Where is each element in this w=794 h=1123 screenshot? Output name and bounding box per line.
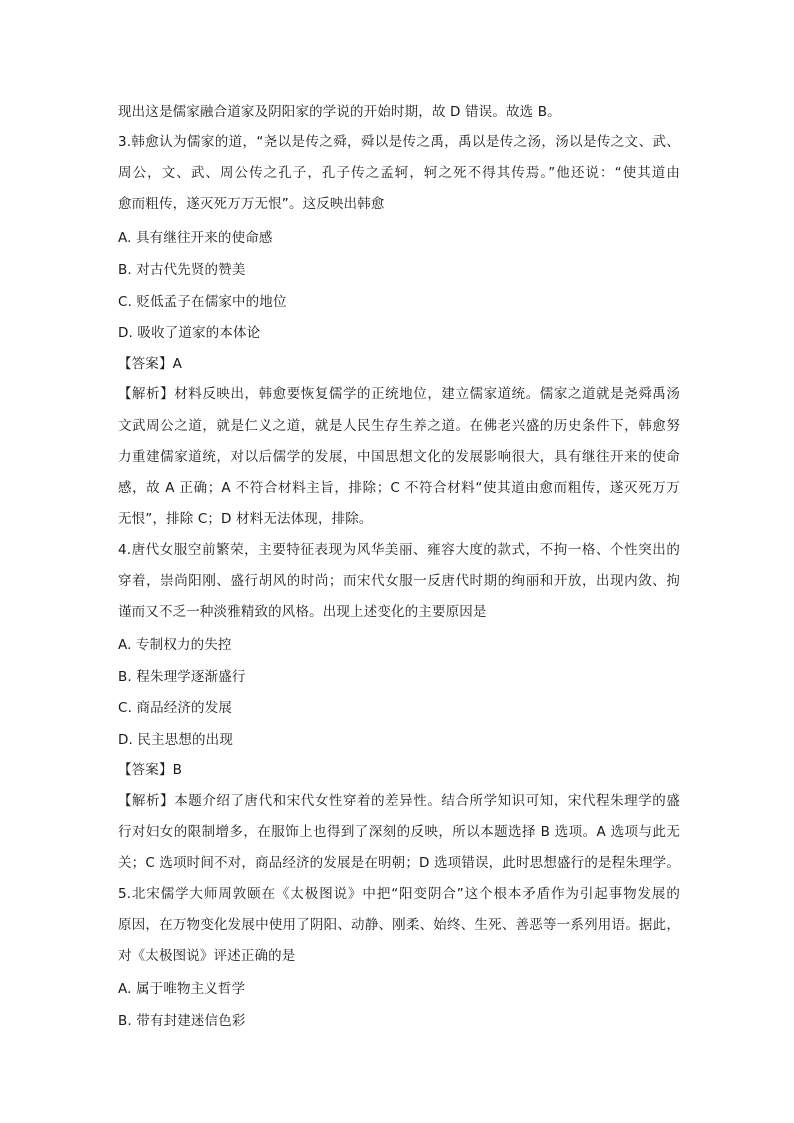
answer: 【答案】B xyxy=(118,762,183,778)
analysis: 【解析】材料反映出，韩愈要恢复儒学的正统地位，建立儒家道统。儒家之道就是尧舜禹汤 xyxy=(118,386,680,402)
option-c: C. 商品经济的发展 xyxy=(118,700,233,716)
analysis: 文武周公之道，就是仁义之道，就是人民生存生养之道。在佛老兴盛的历史条件下，韩愈努 xyxy=(118,418,680,434)
option-a: A. 专制权力的失控 xyxy=(118,637,232,653)
answer: 【答案】A xyxy=(118,356,182,372)
question-3-stem: 愈而粗传，遂灭死万万无恨”。这反映出韩愈 xyxy=(118,196,385,212)
question-4-stem: 谨而又不乏一种淡雅精致的风格。出现上述变化的主要原因是 xyxy=(118,604,487,620)
analysis: 感，故 A 正确；A 不符合材料主旨，排除；C 不符合材料“使其道由愈而粗传，遂灭死万万 xyxy=(118,480,680,496)
question-5-stem: 对《太极图说》评述正确的是 xyxy=(118,948,296,964)
option-d: D. 吸收了道家的本体论 xyxy=(118,325,261,341)
analysis: 力重建儒家道统，对以后儒学的发展，中国思想文化的发展影响很大，具有继往开来的使命 xyxy=(118,449,680,465)
question-4-stem: 穿着，崇尚阳刚、盛行胡风的时尚；而宋代女服一反唐代时期的绚丽和开放，出现内敛、拘 xyxy=(118,573,680,589)
option-c: C. 贬低孟子在儒家中的地位 xyxy=(118,294,287,310)
option-d: D. 民主思想的出现 xyxy=(118,732,233,748)
option-b: B. 带有封建迷信色彩 xyxy=(118,1013,246,1029)
question-3-stem: 周公，文、武、周公传之孔子，孔子传之孟轲，轲之死不得其传焉。”他还说：“使其道由 xyxy=(118,165,680,181)
option-b: B. 程朱理学逐渐盛行 xyxy=(118,669,246,685)
analysis: 无恨”，排除 C；D 材料无法体现，排除。 xyxy=(118,511,373,527)
option-a: A. 属于唯物主义哲学 xyxy=(118,981,246,997)
question-3-stem: 3.韩愈认为儒家的道，“尧以是传之舜，舜以是传之禹，禹以是传之汤，汤以是传之文、武、 xyxy=(118,134,680,150)
question-4-stem: 4.唐代女服空前繁荣，主要特征表现为风华美丽、雍容大度的款式，不拘一格、个性突出的 xyxy=(118,542,680,558)
analysis: 【解析】本题介绍了唐代和宋代女性穿着的差异性。结合所学知识可知，宋代程朱理学的盛 xyxy=(118,793,680,809)
option-b: B. 对古代先贤的赞美 xyxy=(118,262,246,278)
text-line: 现出这是儒家融合道家及阴阳家的学说的开始时期，故 D 错误。故选 B。 xyxy=(118,104,561,120)
analysis: 行对妇女的限制增多，在服饰上也得到了深刻的反映，所以本题选择 B 选项。A 选项与此无 xyxy=(118,824,680,840)
option-a: A. 具有继往开来的使命感 xyxy=(118,230,273,246)
question-5-stem: 原因，在万物变化发展中使用了阴阳、动静、刚柔、始终、生死、善恶等一系列用语。据此， xyxy=(118,917,680,933)
analysis: 关；C 选项时间不对，商品经济的发展是在明朝；D 选项错误，此时思想盛行的是程朱理学。 xyxy=(118,855,680,871)
question-5-stem: 5.北宋儒学大师周敦颐在《太极图说》中把“阳变阴合”这个根本矛盾作为引起事物发展的 xyxy=(118,886,680,902)
